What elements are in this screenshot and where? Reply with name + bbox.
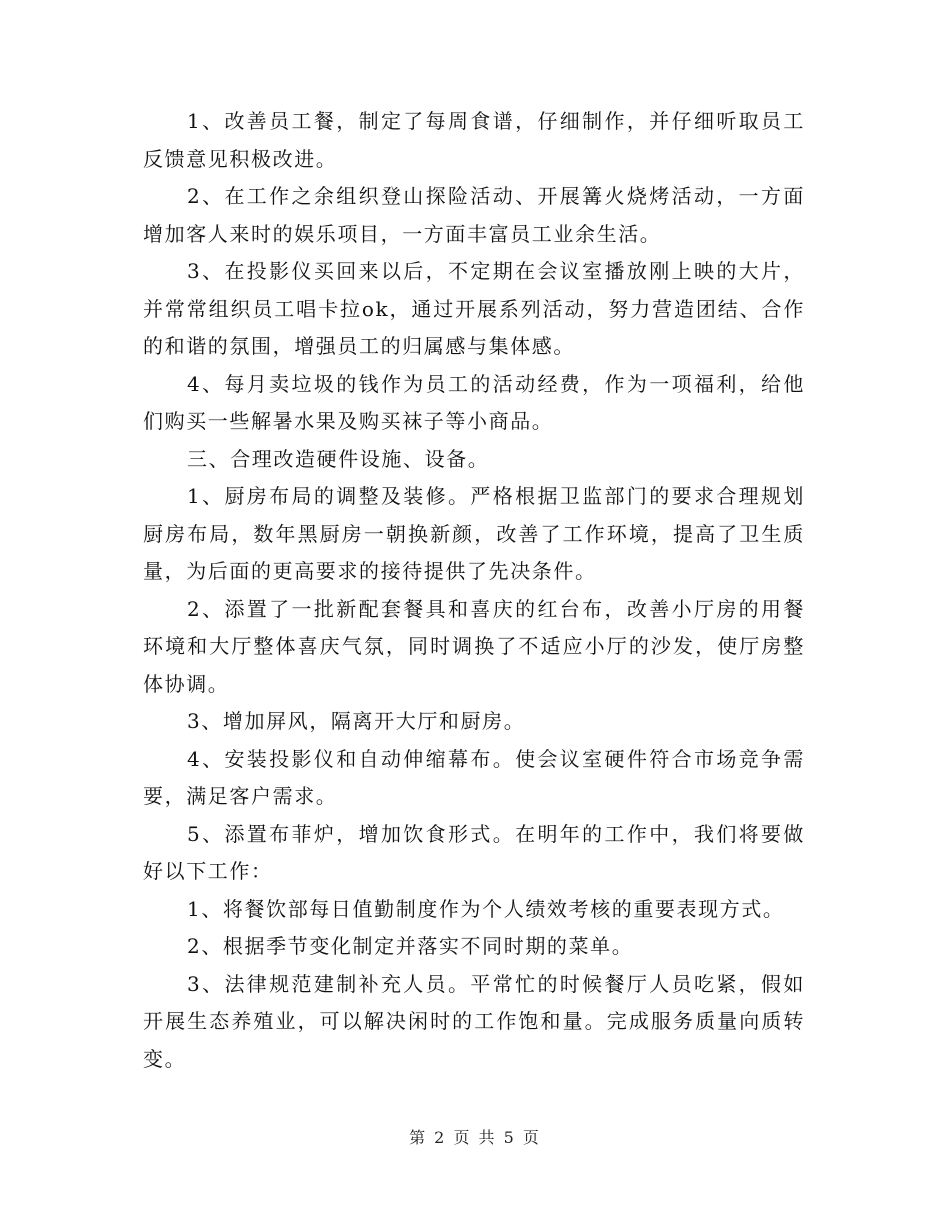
paragraph: 2、根据季节变化制定并落实不同时期的菜单。 (187, 934, 634, 958)
paragraph: 1、改善员工餐，制定了每周食谱，仔细制作，并仔细听取员工反馈意见积极改进。 (143, 109, 805, 171)
page-number-footer: 第 2 页 共 5 页 (409, 1128, 541, 1147)
paragraph: 4、安装投影仪和自动伸缩幕布。使会议室硬件符合市场竞争需要，满足客户需求。 (143, 746, 805, 808)
paragraph: 1、厨房布局的调整及装修。严格根据卫监部门的要求合理规划厨房布局，数年黑厨房一朝换新颜，改善了工作环境，提高了卫生质量，为后面的更高要求的接待提供了先决条件。 (143, 484, 805, 583)
paragraph: 3、在投影仪买回来以后，不定期在会议室播放刚上映的大片，并常常组织员工唱卡拉ok，通过开展系列活动，努力营造团结、合作的和谐的氛围，增强员工的归属感与集体感。 (143, 259, 805, 358)
paragraph: 5、添置布菲炉，增加饮食形式。在明年的工作中，我们将要做好以下工作： (143, 821, 805, 883)
paragraph: 3、法律规范建制补充人员。平常忙的时候餐厅人员吃紧，假如开展生态养殖业，可以解决闲时的工作饱和量。完成服务质量向质转变。 (143, 971, 805, 1071)
document-body (143, 103, 805, 1078)
paragraph: 3、增加屏风，隔离开大厅和厨房。 (187, 709, 526, 733)
paragraph: 2、添置了一批新配套餐具和喜庆的红台布，改善小厅房的用餐环境和大厅整体喜庆气氛，同时调换了不适应小厅的沙发，使厅房整体协调。 (143, 596, 805, 696)
paragraph: 2、在工作之余组织登山探险活动、开展篝火烧烤活动，一方面增加客人来时的娱乐项目，一方面丰富员工业余生活。 (143, 184, 805, 246)
paragraph: 4、每月卖垃圾的钱作为员工的活动经费，作为一项福利，给他们购买一些解暑水果及购买袜子等小商品。 (143, 371, 805, 433)
section-heading: 三、合理改造硬件设施、设备。 (187, 446, 490, 471)
paragraph: 1、将餐饮部每日值勤制度作为个人绩效考核的重要表现方式。 (187, 896, 785, 921)
